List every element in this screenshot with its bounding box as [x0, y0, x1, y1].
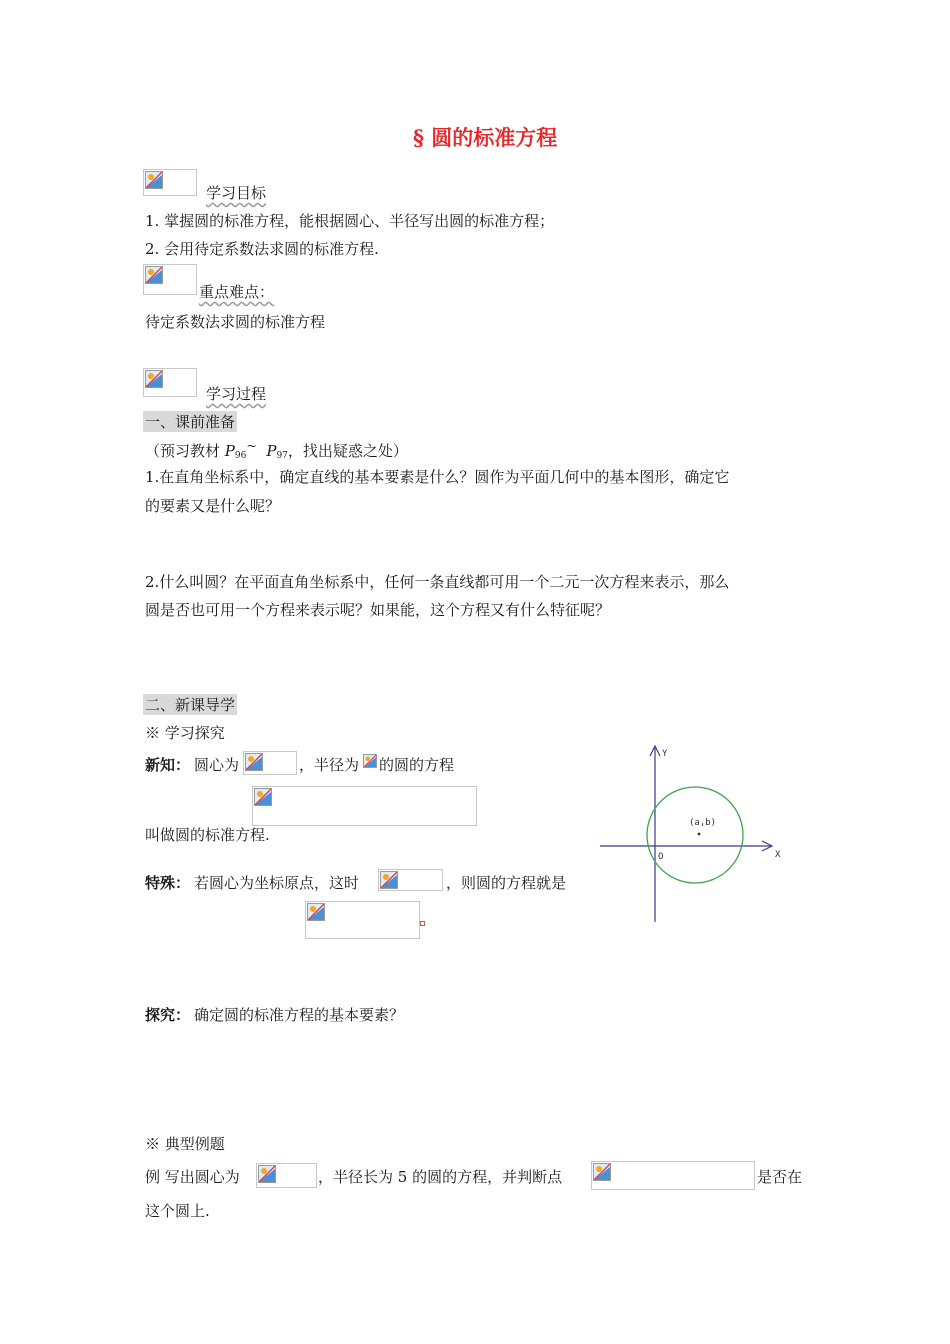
origin-equation-image [305, 901, 420, 939]
newknow-label: 新知： [145, 756, 191, 774]
goals-heading: 学习目标 [206, 184, 267, 202]
broken-image-icon [145, 370, 163, 388]
broken-image-icon [145, 266, 163, 284]
center-point [698, 833, 701, 836]
example-center-image [256, 1163, 317, 1188]
preview-p2-sub: 97 [276, 451, 288, 461]
preview-p1: P [224, 442, 235, 460]
preview-p1-sub: 96 [234, 451, 247, 461]
origin-condition-image [378, 869, 443, 891]
example-text-b: ，半径长为 5 的圆的方程，并判断点 [318, 1168, 563, 1186]
process-image [143, 368, 197, 397]
goal-1: 1. 掌握圆的标准方程，能根据圆心、半径写出圆的标准方程； [145, 212, 555, 230]
part1-heading: 一、课前准备 [145, 413, 236, 431]
special-label: 特殊： [145, 874, 191, 892]
preview-p2: P [266, 442, 277, 460]
broken-image-icon [593, 1163, 611, 1181]
newknow-text-c: 的圆的方程 [379, 756, 455, 774]
question-2-line2: 圆是否也可用一个方程来表示呢？如果能，这个方程又有什么特征呢？ [145, 601, 611, 619]
y-axis-label: Y [662, 749, 668, 759]
radius-r-image [363, 754, 379, 770]
center-ab-image [243, 751, 297, 775]
question-2-line1: 2.什么叫圆？在平面直角坐标系中，任何一条直线都可用一个二元一次方程来表示，那么 [145, 573, 730, 591]
standard-equation-image [252, 786, 477, 826]
tiny-image-marker [420, 921, 425, 926]
preview-open: （预习教材 [145, 442, 225, 460]
goal-2: 2. 会用待定系数法求圆的标准方程. [145, 240, 379, 258]
broken-image-icon [145, 171, 163, 189]
newknow-text-a: 圆心为 [194, 756, 240, 774]
broken-image-icon [363, 754, 377, 768]
broken-image-icon [254, 788, 272, 806]
example-points-image [591, 1161, 755, 1190]
broken-image-icon [380, 871, 398, 889]
explore-heading: ※ 学习探究 [145, 724, 225, 742]
special-text-a: 若圆心为坐标原点，这时 [194, 874, 360, 892]
key-heading: 重点难点： [199, 283, 275, 301]
preview-tilde: ~ [246, 438, 257, 453]
center-label: (a,b) [689, 818, 717, 828]
page-title: § 圆的标准方程 [413, 125, 558, 150]
special-text-b: ，则圆的方程就是 [446, 874, 567, 892]
circle-figure [595, 742, 795, 927]
preview-note [145, 438, 408, 461]
broken-image-icon [245, 753, 263, 771]
inquiry-text: 确定圆的标准方程的基本要素？ [194, 1006, 405, 1024]
broken-image-icon [307, 903, 325, 921]
question-1-line1: 1.在直角坐标系中，确定直线的基本要素是什么？圆作为平面几何中的基本图形，确定它 [145, 468, 730, 486]
part2-heading: 二、新课导学 [145, 696, 236, 714]
example-line2: 这个圆上. [145, 1202, 210, 1220]
preview-close: ，找出疑惑之处） [287, 442, 408, 460]
key-image [143, 264, 197, 295]
example-text-a: 例 写出圆心为 [145, 1168, 240, 1186]
process-heading: 学习过程 [206, 385, 267, 403]
newknow-text-b: ，半径为 [299, 756, 360, 774]
goals-image [143, 169, 197, 196]
question-1-line2: 的要素又是什么呢？ [145, 497, 281, 515]
inquiry-label: 探究： [145, 1006, 191, 1024]
circle [647, 787, 743, 883]
broken-image-icon [258, 1165, 276, 1183]
x-axis-label: X [775, 850, 781, 860]
example-text-c: 是否在 [757, 1168, 803, 1186]
key-text: 待定系数法求圆的标准方程 [145, 313, 326, 331]
example-heading: ※ 典型例题 [145, 1135, 225, 1153]
origin-label: O [658, 852, 664, 862]
standard-text: 叫做圆的标准方程. [145, 826, 270, 844]
